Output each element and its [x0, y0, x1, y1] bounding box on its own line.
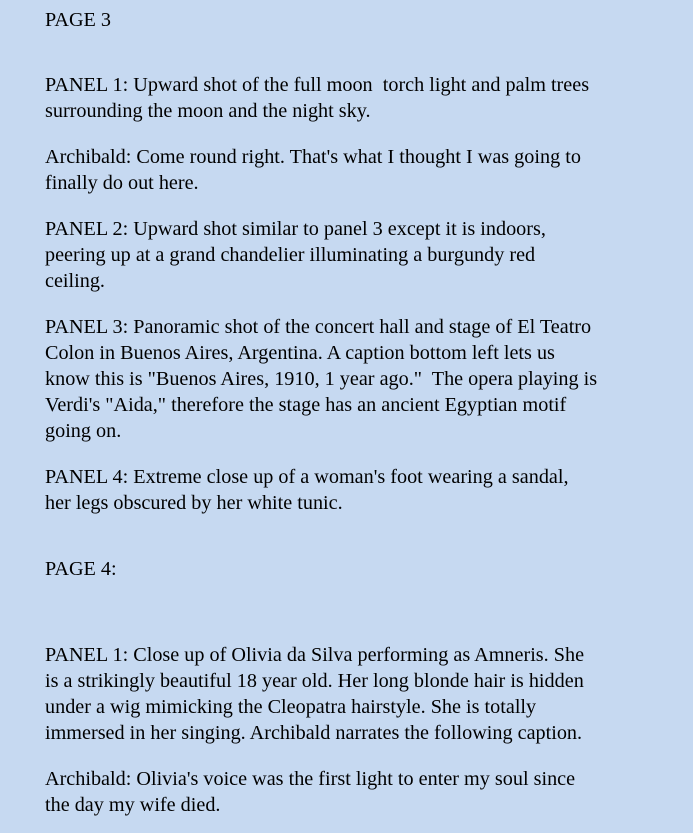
page-4-archibald-dialogue: Archibald: Olivia's voice was the first light to enter my soul since the day my wife died. [45, 768, 576, 816]
page-3-panel-4: PANEL 4: Extreme close up of a woman's foot wearing a sandal, her legs obscured by her white tunic. [45, 466, 569, 514]
page-3-heading: PAGE 3 [45, 9, 112, 31]
page-3-panel-2: PANEL 2: Upward shot similar to panel 3 except it is indoors, peering up at a grand chandelier illuminating a burgundy red ceiling. [45, 218, 546, 292]
page-4-heading: PAGE 4: [45, 558, 117, 580]
page-3-archibald-dialogue: Archibald: Come round right. That's what I thought I was going to finally do out here. [45, 146, 581, 194]
page-3-panel-3: PANEL 3: Panoramic shot of the concert hall and stage of El Teatro Colon in Buenos Aires, Argentina. A caption bottom left lets us know this is "Buenos Aires, 1910, 1 year ago." The opera playing is Verdi's "Aida," therefore the stage has an ancient Egyptian motif going on. [45, 316, 598, 442]
page-4-panel-1: PANEL 1: Close up of Olivia da Silva performing as Amneris. She is a strikingly beautiful 18 year old. Her long blonde hair is hidden under a wig mimicking the Cleopatra hairstyle. She is totally immersed in her singing. Archibald narrates the following caption. [45, 644, 585, 744]
page-3-panel-1: PANEL 1: Upward shot of the full moon torch light and palm trees surrounding the moon and the night sky. [45, 74, 590, 122]
